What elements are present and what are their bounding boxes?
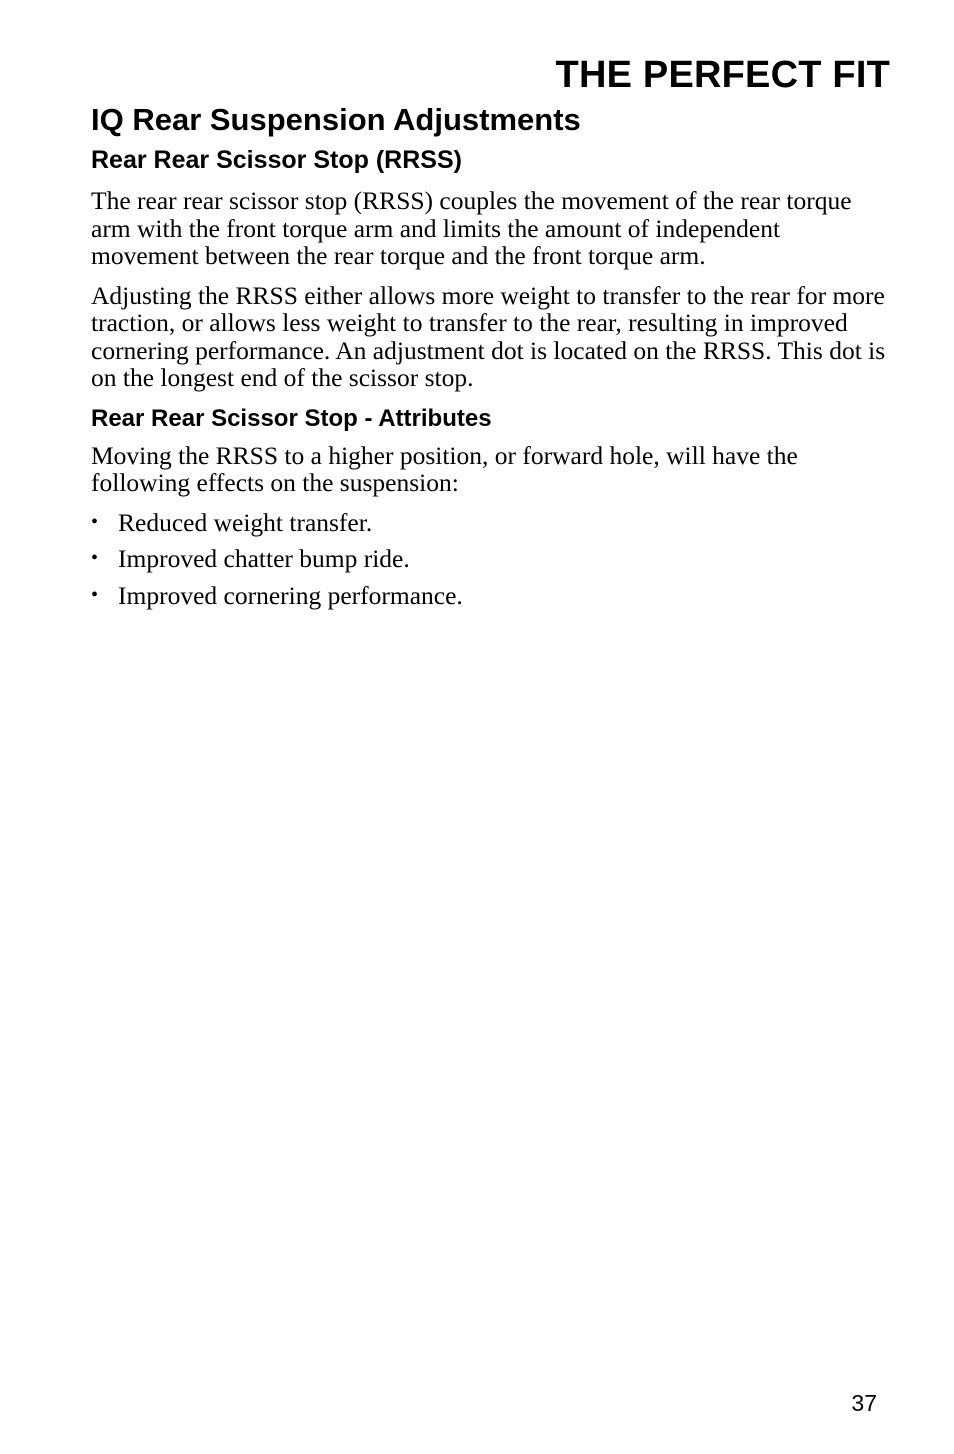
running-title: THE PERFECT FIT [555, 54, 890, 96]
paragraph-description: The rear rear scissor stop (RRSS) couples the movement of the rear torque arm with the front torque arm and limits the amount of independent movement between the rear torque and the front torque arm. [91, 186, 852, 270]
list-item-text: Improved chatter bump ride. [118, 544, 410, 573]
section-title: IQ Rear Suspension Adjustments [91, 102, 581, 137]
list-item-text: Improved cornering performance. [118, 580, 463, 610]
paragraph-adjustment: Adjusting the RRSS either allows more weight to transfer to the rear for more traction, or allows less weight to transfer to the rear, resulting in improved cornering performance. An adjustment dot is located on the RRSS. This dot is on the longest end of the scissor stop. [91, 280, 886, 392]
content-area [91, 101, 891, 618]
bullet-icon: • [91, 510, 99, 533]
page-number: 37 [851, 1390, 877, 1416]
subsection-title: Rear Rear Scissor Stop (RRSS) [91, 146, 462, 174]
list-item [91, 545, 891, 573]
bullet-icon: • [91, 547, 99, 569]
list-item [91, 582, 891, 610]
list-item [91, 509, 891, 537]
list-item-text: Reduced weight transfer. [118, 507, 373, 537]
effects-list [91, 509, 891, 610]
bullet-icon: • [91, 583, 99, 606]
attributes-intro: Moving the RRSS to a higher position, or forward hole, will have the following effects on the suspension: [91, 440, 798, 497]
attributes-title: Rear Rear Scissor Stop - Attributes [91, 404, 492, 432]
